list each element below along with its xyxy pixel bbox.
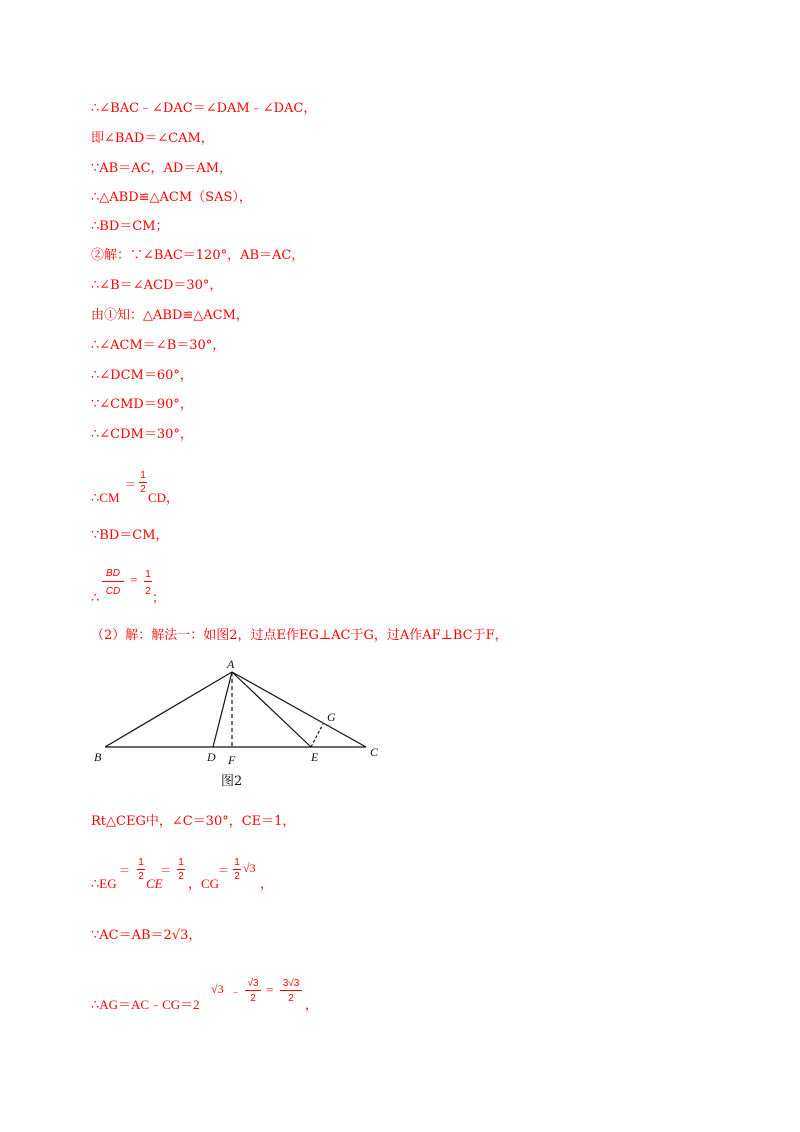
eq-eg-d3: 2: [234, 871, 240, 882]
eq-eg-bar3: [233, 869, 241, 870]
proof-line-11: ∵∠CMD＝90°，: [91, 397, 193, 412]
figure-caption: 图2: [221, 774, 243, 789]
proof-line-3: ∵AB＝AC，AD＝AM，: [91, 161, 233, 176]
proof-line-5: ∴BD＝CM；: [91, 219, 169, 234]
proof-line-9: ∴∠ACM＝∠B＝30°，: [91, 338, 226, 353]
eq-eg-eq3: ＝: [218, 865, 229, 877]
label-A: A: [227, 657, 235, 671]
eq-eg-sep: ，CG: [188, 876, 220, 891]
eq-cm-bar: [139, 482, 147, 483]
eq-cm-num: 1: [140, 470, 146, 481]
eq-ag-prefix: ∴AG＝AC﹣CG＝2: [91, 997, 200, 1012]
proof-line-7: ∴∠B＝∠ACD＝30°，: [91, 278, 223, 293]
segment-AD: [213, 672, 232, 747]
proof-line-2: 即∠BAD＝∠CAM，: [91, 131, 214, 146]
eq-eg-d1: 2: [138, 871, 144, 882]
proof-line-10: ∴∠DCM＝60°，: [91, 368, 193, 383]
eq-cm-equals: ＝: [125, 479, 136, 491]
proof-line-6: ②解：∵∠BAC＝120°，AB＝AC，: [91, 248, 305, 263]
eq-ag-minus: ﹣: [230, 986, 241, 998]
eq-ag-bar1: [245, 990, 261, 991]
eq-eg-rad: √3: [243, 861, 256, 875]
segment-AB: [105, 672, 232, 747]
eq-ratio-bar: [102, 581, 124, 582]
eq-ratio-rnum: 1: [145, 569, 151, 580]
eq-eg-n1: 1: [138, 857, 144, 868]
proof-line-8: 由①知：△ABD≌△ACM，: [91, 308, 249, 323]
proof-line-12: ∴∠CDM＝30°，: [91, 427, 193, 442]
eq-eg-d2: 2: [178, 871, 184, 882]
eq-eg-bar2: [177, 869, 185, 870]
eq-ratio-prefix: ∴: [91, 590, 100, 605]
label-G: G: [327, 710, 336, 724]
proof-line-ac-ab: ∵AC＝AB＝2√3，: [91, 928, 202, 943]
eq-ag-bar2: [280, 990, 302, 991]
eq-ag-gn: 3√3: [282, 978, 300, 989]
eq-ag-fd: 2: [250, 993, 256, 1004]
eq-eg-n3: 1: [234, 857, 240, 868]
eq-ratio-rden: 2: [145, 586, 151, 597]
eq-cm-suffix: CD，: [148, 490, 180, 505]
eq-cm-den: 2: [140, 484, 146, 495]
figure-2: [88, 652, 398, 792]
eq-eg-eq1: ＝: [119, 865, 130, 877]
eq-eg-end: ，: [260, 876, 274, 891]
label-B: B: [94, 750, 102, 764]
eq-ratio-num: BD: [106, 568, 120, 579]
eq-eg-n2: 1: [178, 857, 184, 868]
eq-eg-eq2: ＝: [160, 865, 171, 877]
label-D: D: [207, 750, 216, 764]
rt-triangle-line: Rt△CEG中，∠C＝30°，CE＝1，: [91, 814, 296, 829]
eq-ag-fn: √3: [247, 978, 259, 989]
proof-line-4: ∴△ABD≌△ACM（SAS），: [91, 190, 252, 205]
label-E: E: [311, 750, 319, 764]
eq-ag-equals: =: [266, 982, 274, 997]
eq-ag-gd: 2: [288, 993, 294, 1004]
eq-ratio-equals: =: [130, 572, 138, 587]
eq-ag-end: ，: [305, 997, 319, 1012]
eq-cm-prefix: ∴CM: [91, 490, 120, 505]
eq-ratio-rbar: [144, 581, 152, 582]
eq-eg-bar1: [137, 869, 145, 870]
proof-line-1: ∴∠BAC﹣∠DAC＝∠DAM﹣∠DAC，: [91, 101, 317, 116]
eq-ag-rad1: √3: [211, 982, 224, 996]
part2-heading: （2）解：解法一：如图2，过点E作EG⊥AC于G，过A作AF⊥BC于F，: [91, 628, 508, 643]
eq-eg-mid: CE: [146, 876, 163, 891]
segment-EG: [311, 724, 323, 747]
proof-line-bd-cm: ∵BD＝CM，: [91, 528, 169, 543]
label-F: F: [228, 753, 236, 767]
eq-ratio-den: CD: [105, 586, 121, 597]
eq-ratio-suffix: ；: [152, 590, 166, 605]
eq-eg-prefix: ∴EG: [91, 876, 117, 891]
label-C: C: [370, 745, 379, 759]
